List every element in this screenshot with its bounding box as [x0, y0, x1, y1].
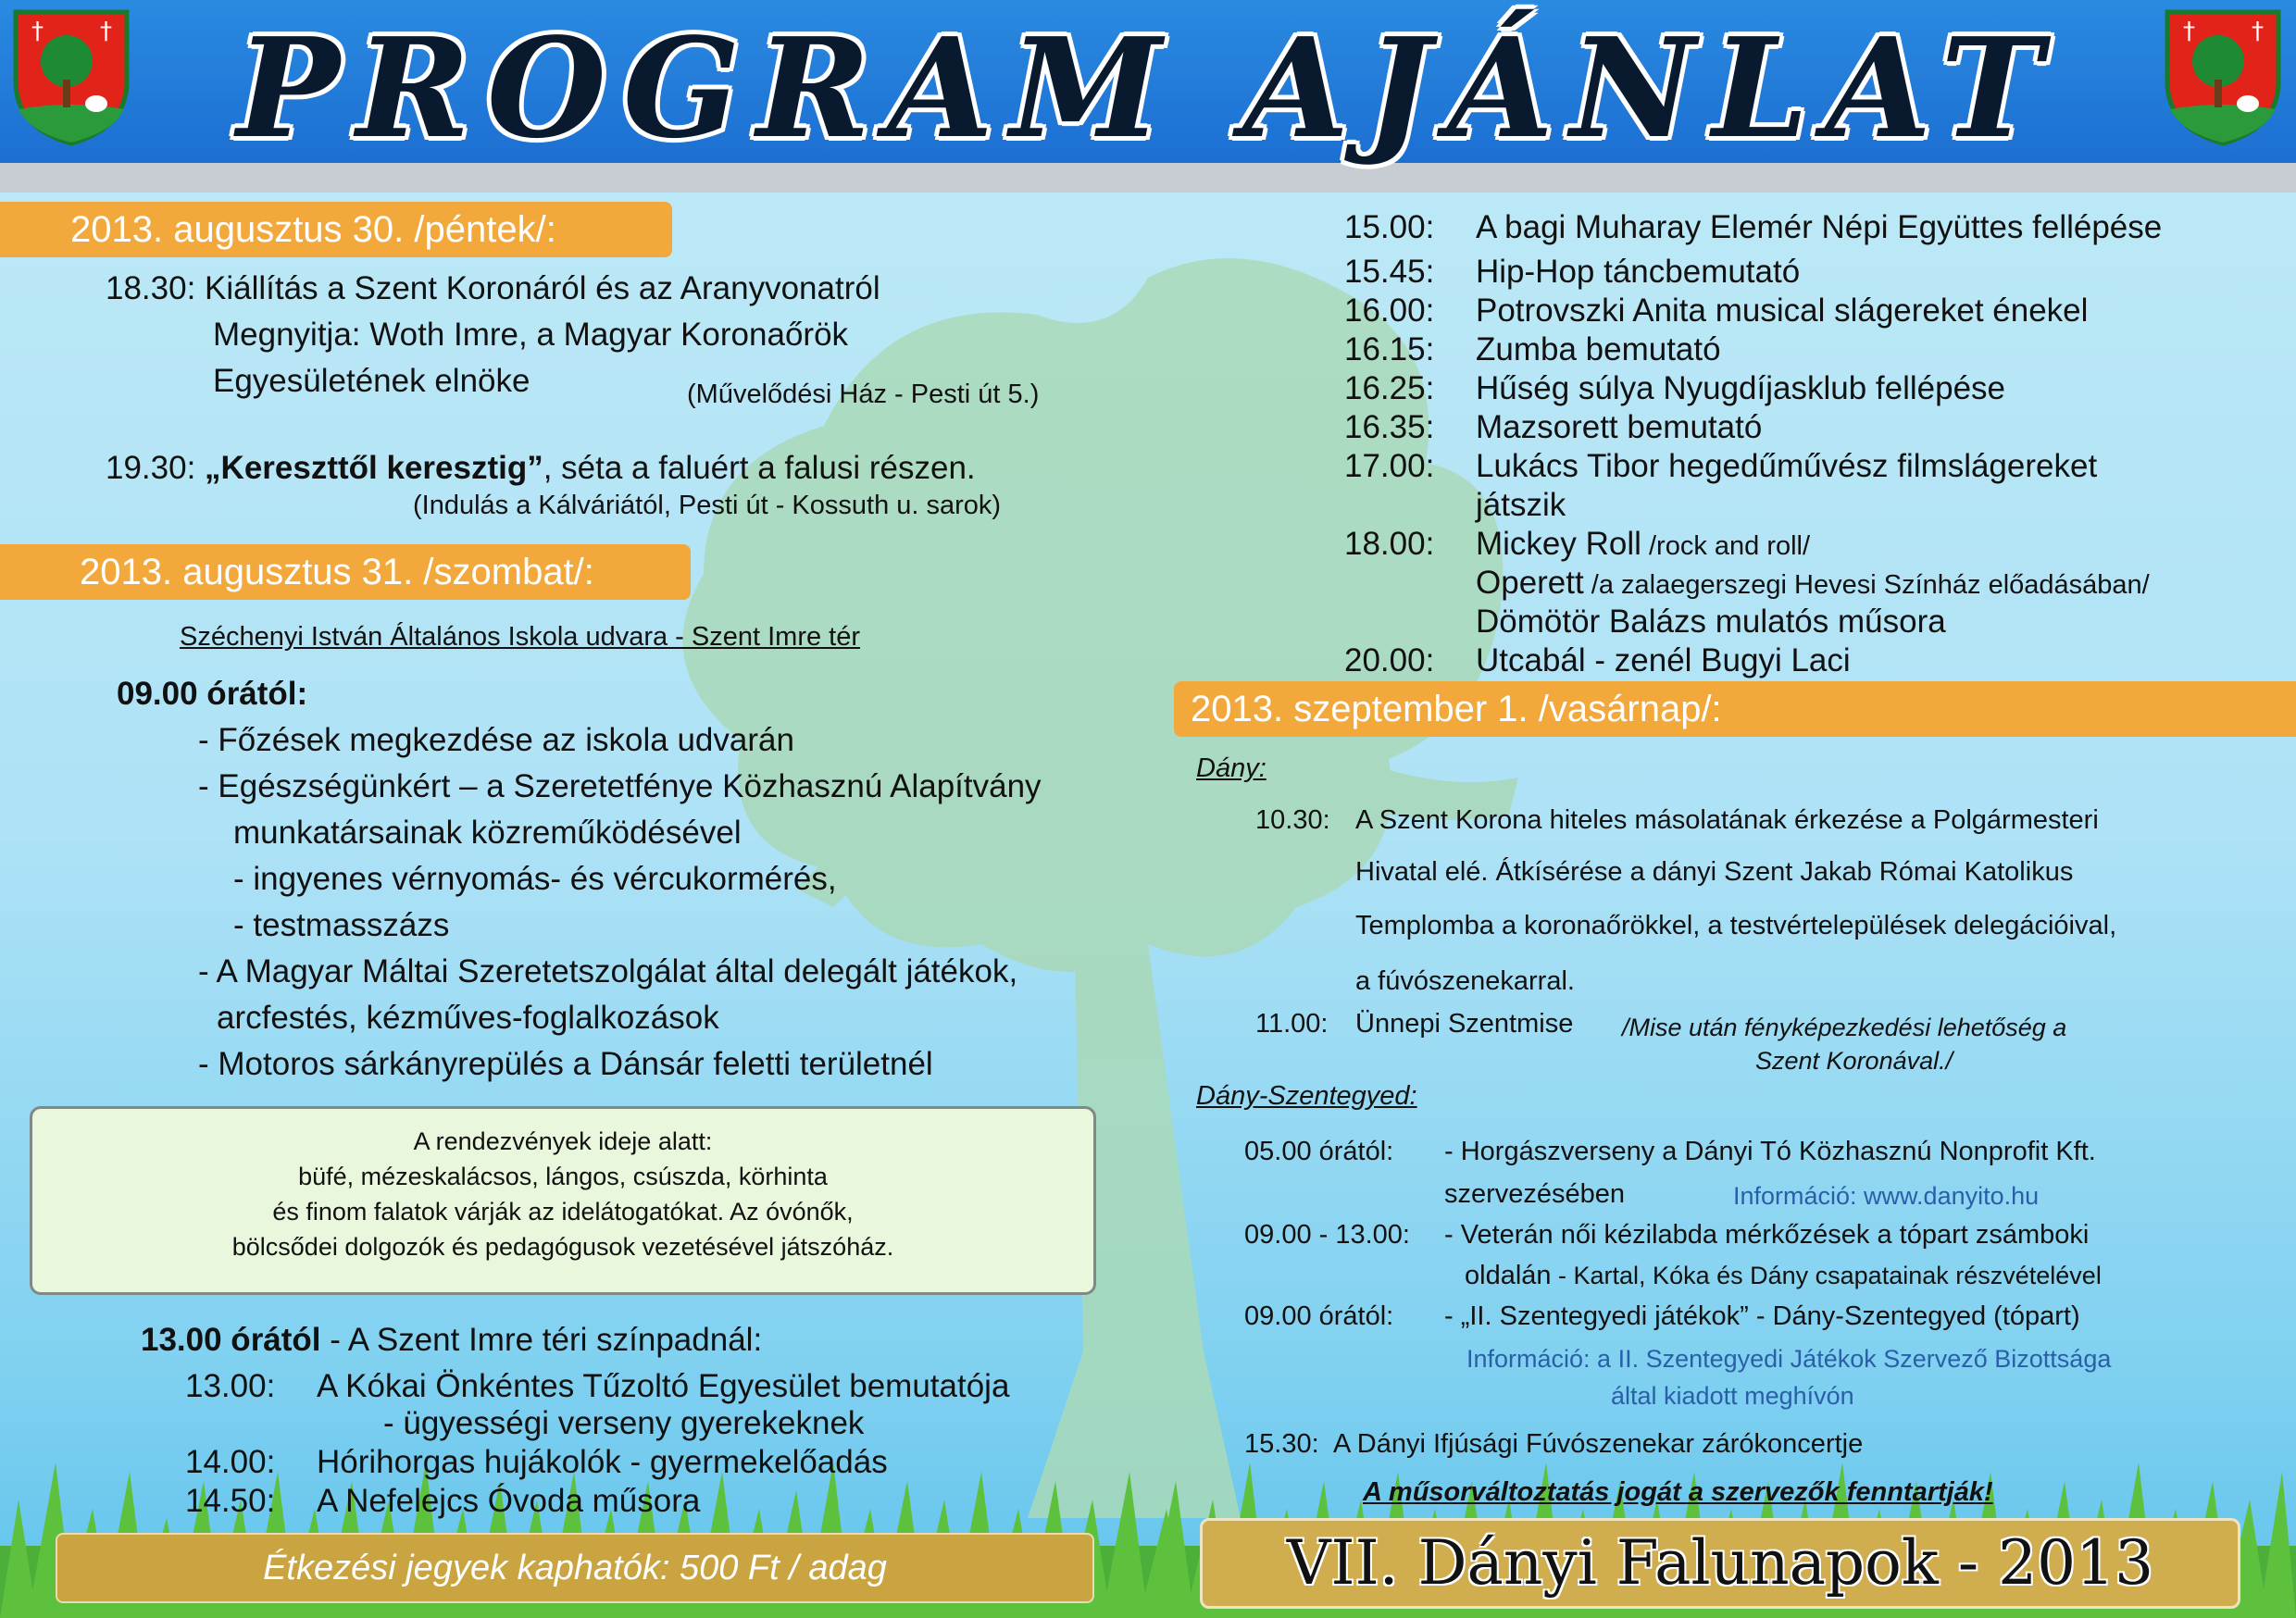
evening-text: Potrovszki Anita musical slágereket énekel	[1476, 292, 2089, 329]
info-box	[30, 1106, 1096, 1295]
evening-time: 15.45:	[1344, 254, 1435, 290]
stage-text: A Nefelejcs Óvoda műsora	[317, 1483, 701, 1519]
svg-text:†: †	[100, 18, 112, 45]
evening-time: 15.00:	[1344, 209, 1435, 245]
mise-note: /Mise után fényképezkedési lehetőség a	[1622, 1014, 2067, 1041]
day2-line: - Motoros sárkányrepülés a Dánsár feletti területnél	[198, 1046, 933, 1082]
evening-time: 16.15:	[1344, 331, 1435, 367]
day1-item2-rest: , séta a faluért a falusi részen.	[543, 450, 976, 486]
ticket-banner: Étkezési jegyek kaphatók: 500 Ft / adag	[56, 1533, 1094, 1603]
day1-item2-place: (Indulás a Kálváriától, Pesti út - Kossuth u. sarok)	[413, 491, 1002, 520]
row-text: oldalán	[1465, 1261, 1552, 1290]
evening-operett	[1476, 565, 2150, 604]
korona-line: A Szent Korona hiteles másolatának érkezése a Polgármesteri	[1355, 805, 2099, 835]
evening-text: Hűség súlya Nyugdíjasklub fellépése	[1476, 370, 2005, 406]
day1-item2-title: „Kereszttől keresztig”	[205, 450, 543, 486]
day1-item1-line2: Megnyitja: Woth Imre, a Magyar Koronaőrök	[213, 317, 849, 353]
info-line: A rendezvények ideje alatt:	[413, 1127, 713, 1155]
day2-line: arcfestés, kézműves-foglalkozások	[217, 1000, 719, 1036]
row-text-2	[1465, 1257, 2102, 1294]
day1-item2-time: 19.30:	[106, 450, 206, 486]
evening-text: Lukács Tibor hegedűművész filmslágereket	[1476, 448, 2098, 484]
row-text: - „II. Szentegyedi játékok” - Dány-Szentegyed (tópart)	[1444, 1301, 2080, 1331]
svg-text:†: †	[31, 18, 44, 45]
day2-from13	[141, 1322, 762, 1359]
stage-text: - ügyességi verseny gyerekeknek	[383, 1405, 865, 1441]
evening-text: Zumba bemutató	[1476, 331, 1721, 367]
location-szentegyed: Dány-Szentegyed:	[1196, 1081, 1417, 1111]
info-line: és finom falatok várják az idelátogatókat. Az óvónők,	[272, 1198, 854, 1226]
day1-item1-line3: Egyesületének elnöke	[213, 363, 530, 399]
evening-text: Utcabál - zenél Bugyi Laci	[1476, 642, 1851, 678]
row-note: - Kartal, Kóka és Dány csapatainak részvételével	[1551, 1262, 2102, 1289]
concert-time: 15.30:	[1244, 1429, 1319, 1459]
mise-time: 11.00:	[1255, 1009, 1329, 1039]
day2-line: - testmasszázs	[233, 907, 450, 943]
row-time: 05.00 órától:	[1244, 1137, 1394, 1166]
evening-text: játszik	[1476, 487, 1566, 523]
evening-time: 20.00:	[1344, 642, 1435, 678]
evening-time: 16.00:	[1344, 292, 1435, 329]
svg-text:†: †	[2252, 18, 2264, 45]
evening-text: Mickey Roll	[1476, 526, 1641, 562]
date-heading-day3: 2013. szeptember 1. /vasárnap/:	[1174, 681, 2296, 737]
event-banner: VII. Dányi Falunapok - 2013	[1200, 1518, 2240, 1609]
day2-line: munkatársainak közreműködésével	[233, 815, 742, 851]
korona-time: 10.30:	[1255, 805, 1330, 835]
mise-text: Ünnepi Szentmise	[1355, 1009, 1574, 1039]
row-info: által kiadott meghívón	[1611, 1382, 1854, 1410]
row-time: 09.00 - 13.00:	[1244, 1220, 1410, 1250]
evening-mickey	[1476, 526, 1810, 565]
page-title: PROGRAM AJÁNLAT	[236, 7, 2060, 168]
evening-time: 18.00:	[1344, 526, 1435, 562]
date-heading-day2: 2013. augusztus 31. /szombat/:	[0, 544, 691, 600]
evening-time: 16.25:	[1344, 370, 1435, 406]
stage-time: 14.00:	[185, 1444, 276, 1480]
korona-line: Hivatal elé. Átkísérése a dányi Szent Jakab Római Katolikus	[1355, 857, 2074, 887]
row-time: 09.00 órától:	[1244, 1301, 1394, 1331]
korona-line: Templomba a koronaőrökkel, a testvértelepülések delegációival,	[1355, 911, 2117, 940]
row-info: Információ: www.danyito.hu	[1733, 1182, 2040, 1210]
evening-time: 17.00:	[1344, 448, 1435, 484]
day2-line: - Egészségünkért – a Szeretetfénye Közhasznú Alapítvány	[198, 768, 1042, 804]
disclaimer: A műsorváltoztatás jogát a szervezők fenntartják!	[1363, 1477, 1993, 1507]
day1-item1-line1: 18.30: Kiállítás a Szent Koronáról és az Aranyvonatról	[106, 270, 880, 306]
crest-icon	[11, 7, 131, 146]
crest-icon	[2163, 7, 2283, 146]
evening-text: Hip-Hop táncbemutató	[1476, 254, 1801, 290]
row-text: szervezésében	[1444, 1179, 1626, 1209]
row-text: - Horgászverseny a Dányi Tó Közhasznú Nonprofit Kft.	[1444, 1137, 2096, 1166]
svg-text:†: †	[2183, 18, 2195, 45]
location-dany: Dány:	[1196, 753, 1267, 783]
day2-line: - Főzések megkezdése az iskola udvarán	[198, 722, 794, 758]
evening-time: 16.35:	[1344, 409, 1435, 445]
day1-item2	[106, 450, 976, 487]
row-info: Információ: a II. Szentegyedi Játékok Szervező Bizottsága	[1466, 1345, 2112, 1373]
mise-note: Szent Koronával./	[1755, 1047, 1953, 1075]
day2-venue: Széchenyi István Általános Iskola udvara - Szent Imre tér	[180, 622, 861, 652]
stage-text: A Kókai Önkéntes Tűzoltó Egyesület bemutatója	[317, 1368, 1010, 1404]
row-text: - Veterán női kézilabda mérkőzések a tópart zsámboki	[1444, 1220, 2090, 1250]
info-line: bölcsődei dolgozók és pedagógusok vezetésével játszóház.	[231, 1233, 894, 1261]
evening-text: A bagi Muharay Elemér Népi Együttes fellépése	[1476, 209, 2163, 245]
stage-time: 14.50:	[185, 1483, 276, 1519]
date-heading-day1: 2013. augusztus 30. /péntek/:	[0, 202, 672, 257]
evening-text: Mazsorett bemutató	[1476, 409, 1763, 445]
stage-text: Hórihorgas hujákolók - gyermekelőadás	[317, 1444, 888, 1480]
day1-item1-place: (Művelődési Ház - Pesti út 5.)	[687, 380, 1040, 409]
stage-time: 13.00:	[185, 1368, 276, 1404]
mickey-note: /rock and roll/	[1641, 531, 1811, 561]
day2-line: - ingyenes vérnyomás- és vércukormérés,	[233, 861, 837, 897]
day2-from13-rest: - A Szent Imre téri színpadnál:	[320, 1322, 763, 1358]
info-line: büfé, mézeskalácsos, lángos, csúszda, körhinta	[298, 1163, 828, 1190]
day2-from9: 09.00 órától:	[117, 676, 308, 712]
day2-line: - A Magyar Máltai Szeretetszolgálat által delegált játékok,	[198, 953, 1018, 989]
korona-line: a fúvószenekarral.	[1355, 966, 1575, 996]
operett-note: /a zalaegerszegi Hevesi Színház előadásában/	[1583, 570, 2150, 600]
concert-text: A Dányi Ifjúsági Fúvószenekar zárókoncertje	[1333, 1429, 1864, 1459]
evening-domotor: Dömötör Balázs mulatós műsora	[1476, 604, 1946, 640]
operett-label: Operett	[1476, 565, 1584, 601]
day2-from13-bold: 13.00 órától	[141, 1322, 321, 1358]
